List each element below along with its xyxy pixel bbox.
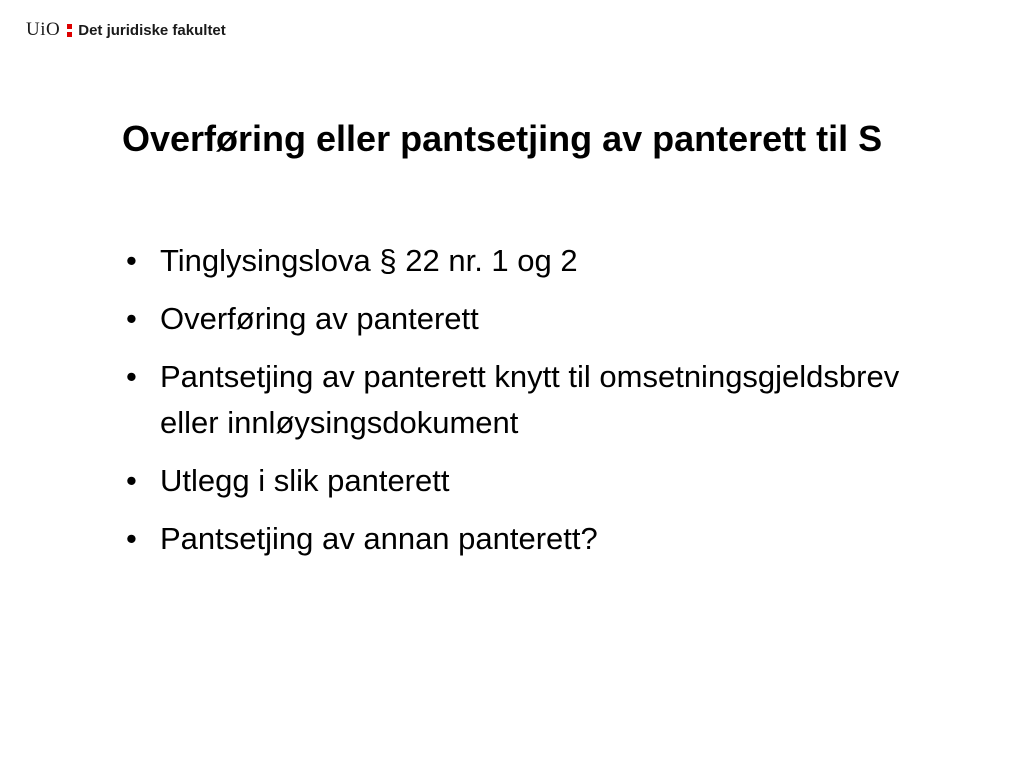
slide-title: Overføring eller pantsetjing av panterett til S <box>122 118 883 159</box>
bullet-text: Tinglysingslova § 22 nr. 1 og 2 <box>160 243 578 278</box>
bullet-text: Pantsetjing av panterett knytt til omsetningsgjeldsbrev eller innløysingsdokument <box>160 359 900 440</box>
bullet-item <box>122 516 962 562</box>
faculty-name: Det juridiske fakultet <box>78 21 226 39</box>
bullet-text: Pantsetjing av annan panterett? <box>160 521 598 556</box>
bullet-text: Overføring av panterett <box>160 301 479 336</box>
bullet-icon: • <box>126 359 137 394</box>
bullet-item <box>122 354 962 446</box>
bullet-item <box>122 458 962 504</box>
bullet-icon: • <box>126 521 137 556</box>
bullet-item <box>122 296 962 342</box>
bullet-icon: • <box>126 301 137 336</box>
bullet-item <box>122 238 962 284</box>
logo-separator-icon <box>67 24 72 37</box>
uio-logo: UiO <box>26 19 61 40</box>
bullet-text: Utlegg i slik panterett <box>160 463 450 498</box>
bullet-list <box>122 238 962 574</box>
bullet-icon: • <box>126 243 137 278</box>
uio-header <box>26 18 226 42</box>
bullet-icon: • <box>126 463 137 498</box>
